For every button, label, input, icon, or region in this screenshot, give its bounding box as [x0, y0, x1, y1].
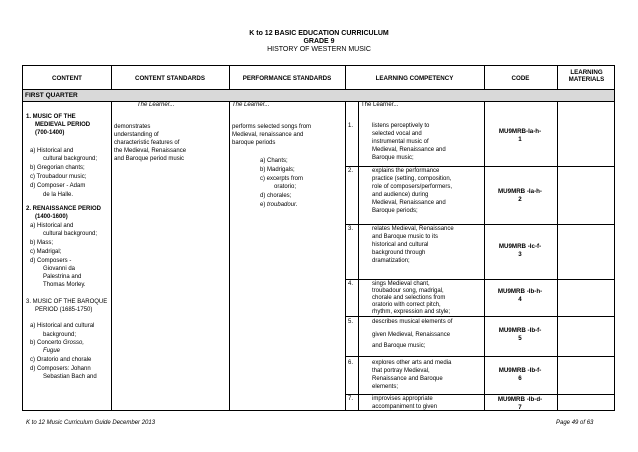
cell-text: explains the performance: [372, 168, 440, 174]
cell-text: practice (setting, composition,: [372, 176, 452, 182]
cell-text: Thomas Morley.: [43, 282, 86, 288]
code-value: MU9MRB-Ia-h- 1: [498, 128, 542, 143]
cell-text: historical and cultural: [372, 242, 429, 248]
cell-text: Sebastian Bach and: [43, 374, 97, 380]
cell-text: de la Halle.: [43, 192, 74, 198]
cell-text: explores other arts and media: [372, 360, 452, 366]
col-performance-standards: PERFORMANCE STANDARDS: [242, 75, 332, 82]
cell-text: relates Medieval, Renaissance: [372, 226, 454, 232]
cell-text: demonstrates: [114, 124, 151, 130]
cell-text: the Medieval, Renaissance: [114, 148, 187, 154]
cell-text: 4.: [348, 281, 354, 287]
cell-text: Renaissance and Baroque: [372, 376, 443, 382]
cell-text: b) Mass;: [30, 240, 54, 246]
footer-left: K to 12 Music Curriculum Guide December 2013: [26, 420, 156, 426]
cell-text: MEDIEVAL PERIOD: [35, 122, 91, 128]
cell-text: The Learner...: [361, 102, 399, 108]
cell-text: d) chorales;: [260, 193, 292, 199]
cell-text: background;: [43, 332, 77, 338]
cell-text: a) Historical and: [30, 223, 74, 229]
cell-text: c) Madrigal;: [30, 249, 62, 255]
cell-text: chorale and selections from: [372, 295, 446, 301]
cell-text: given Medieval, Renaissance: [372, 332, 451, 338]
code-value: MU9MRB -Ib-f- 6: [498, 367, 542, 382]
cell-text: a) Historical and cultural: [30, 323, 95, 329]
cell-text: (1400-1600): [35, 214, 68, 220]
cell-text: Medieval, renaissance and: [232, 132, 304, 138]
cell-text: cultural background;: [43, 231, 98, 237]
cell-text: c) Troubadour music;: [30, 174, 87, 180]
cell-text: elements;: [372, 384, 399, 390]
cell-text: 3. MUSIC OF THE BAROQUE: [26, 299, 108, 305]
cell-text: oratorio with correct pitch,: [372, 302, 441, 308]
cell-text: dramatization;: [372, 258, 410, 264]
cell-text: e) troubadour.: [260, 202, 298, 208]
cell-text: troubadour song, madrigal,: [372, 288, 444, 294]
col-learning-competency: LEARNING COMPETENCY: [375, 75, 454, 82]
col-code: CODE: [511, 75, 530, 82]
cell-text: b) Concerto Grosso,: [30, 340, 85, 346]
cell-text: 1. MUSIC OF THE: [26, 114, 76, 120]
cell-text: accompaniment to given: [372, 404, 438, 410]
first-quarter-row: FIRST QUARTER: [23, 90, 614, 101]
code-value: MU9MRB -Ic-f- 3: [498, 243, 542, 258]
curriculum-table: [22, 65, 615, 411]
cell-text: instrumental music of: [372, 139, 429, 145]
cell-text: and Baroque period music: [114, 156, 185, 162]
cell-text: PERIOD (1685-1750): [35, 307, 93, 313]
cell-text: sings Medieval chant,: [372, 281, 430, 287]
cell-text: oratorio;: [274, 184, 297, 190]
code-value: MU9MRB -Ib-d- 7: [497, 396, 543, 411]
cell-text: b) Madrigals;: [260, 167, 295, 173]
cell-text: selected vocal and: [372, 131, 422, 137]
cell-text: characteristic features of: [114, 140, 180, 146]
doc-title: K to 12 BASIC EDUCATION CURRICULUM: [249, 30, 389, 37]
col-content-standards: CONTENT STANDARDS: [134, 75, 205, 82]
cell-text: 5.: [348, 319, 354, 325]
cell-text: and audience) during: [372, 192, 429, 198]
cell-text: The Learner...: [232, 102, 270, 108]
cell-text: Medieval, Renaissance and: [372, 147, 446, 153]
cell-text: a) Chants;: [260, 158, 288, 164]
cell-text: 6.: [348, 360, 354, 366]
cell-text: and Baroque music to its: [372, 234, 439, 240]
cell-text: 2. RENAISSANCE PERIOD: [26, 206, 102, 212]
cell-text: improvises appropriate: [372, 396, 433, 402]
cell-text: 1.: [348, 123, 354, 129]
page-number: Page 49 of 63: [556, 420, 594, 426]
cell-text: Baroque music;: [372, 155, 414, 161]
cell-text: c) excerpts from: [260, 176, 304, 182]
grade-label: GRADE 9: [303, 38, 335, 45]
cell-text: Medieval, Renaissance and: [372, 200, 446, 206]
cell-text: a) Historical and: [30, 148, 74, 154]
cell-text: Baroque periods;: [372, 208, 418, 214]
cell-text: describes musical elements of: [372, 319, 453, 325]
cell-text: and Baroque music;: [372, 343, 426, 349]
cell-text: that portray Medieval,: [372, 368, 430, 374]
code-value: MU9MRB -Ib-h- 4: [497, 288, 543, 303]
cell-text: baroque periods: [232, 140, 276, 146]
subject-label: HISTORY OF WESTERN MUSIC: [267, 46, 371, 53]
cell-text: 7.: [348, 396, 354, 402]
cell-text: d) Composers -: [30, 258, 72, 264]
cell-text: performs selected songs from: [232, 124, 312, 130]
cell-text: b) Gregorian chants;: [30, 165, 85, 171]
code-value: MU9MRB -Ia-h- 2: [498, 188, 542, 203]
cell-text: c) Oratorio and chorale: [30, 357, 92, 363]
cell-text: (700-1400): [35, 130, 65, 136]
cell-text: d) Composers: Johann: [30, 366, 91, 372]
cell-text: Giovanni da: [43, 266, 76, 272]
code-value: MU9MRB -Ib-f- 5: [498, 327, 542, 342]
col-content: CONTENT: [52, 75, 82, 82]
cell-text: background through: [372, 250, 426, 256]
col-learning-materials: LEARNING MATERIALS: [568, 69, 605, 83]
cell-text: understanding of: [114, 132, 159, 138]
cell-text: Palestrina and: [43, 274, 82, 280]
cell-text: rhythm, expression and style;: [372, 309, 451, 315]
cell-text: 3.: [348, 226, 354, 232]
cell-text: cultural background;: [43, 156, 98, 162]
cell-text: listens perceptively to: [372, 123, 430, 129]
cell-text: The Learner...: [137, 102, 175, 108]
cell-text: Fugue: [43, 348, 61, 354]
cell-text: 2.: [348, 168, 354, 174]
cell-text: role of composers/performers,: [372, 184, 453, 190]
cell-text: d) Composer - Adam: [30, 183, 86, 189]
